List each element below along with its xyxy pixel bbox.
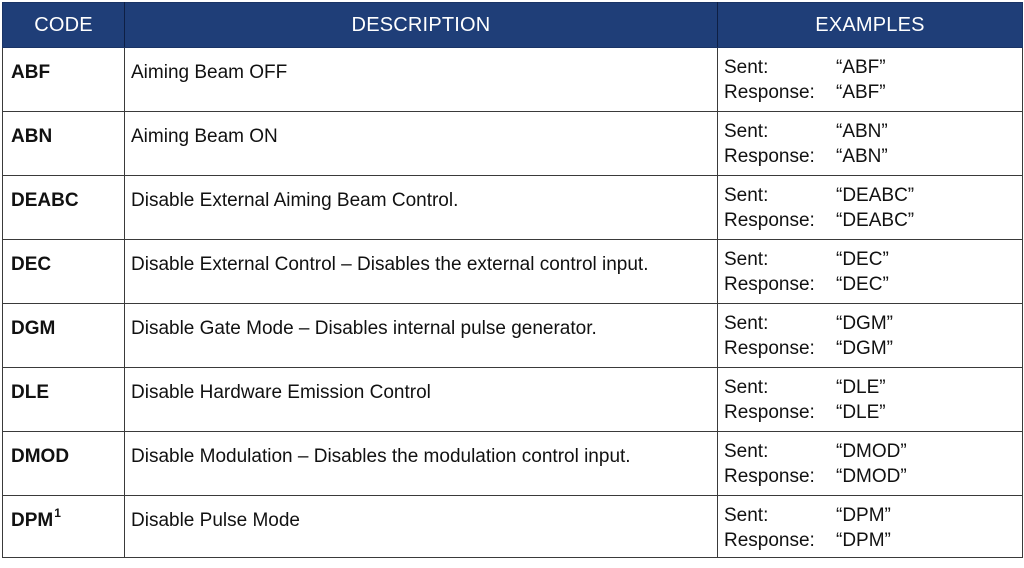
table-row [3, 240, 1023, 304]
description-cell [125, 176, 718, 240]
sent-value: “DPM” [836, 505, 891, 526]
command-code: ABF [11, 62, 51, 83]
response-value: “ABF” [836, 82, 886, 103]
table-header [3, 3, 1023, 48]
sent-label: Sent: [724, 249, 769, 270]
command-table [2, 2, 1023, 558]
response-value: “DGM” [836, 338, 893, 359]
response-line [724, 272, 1022, 297]
response-label: Response: [724, 82, 815, 103]
sent-label: Sent: [724, 121, 769, 142]
description-cell [125, 304, 718, 368]
response-value: “DEABC” [836, 210, 915, 231]
description-cell [125, 368, 718, 432]
examples-cell [718, 176, 1023, 240]
sent-value: “DEABC” [836, 185, 915, 206]
column-header-code: CODE [3, 3, 125, 48]
code-cell [3, 48, 125, 112]
command-description: Disable Gate Mode – Disables internal pulse generator. [131, 318, 597, 339]
table-row [3, 496, 1023, 558]
sent-label: Sent: [724, 377, 769, 398]
command-code: DPM [11, 510, 54, 531]
sent-line [724, 375, 1022, 400]
column-header-description: DESCRIPTION [125, 3, 718, 48]
command-code: ABN [11, 126, 53, 147]
response-label: Response: [724, 466, 815, 487]
response-label: Response: [724, 210, 815, 231]
table-row [3, 432, 1023, 496]
column-header-examples: EXAMPLES [718, 3, 1023, 48]
sent-value: “DMOD” [836, 441, 907, 462]
sent-label: Sent: [724, 313, 769, 334]
response-value: “DPM” [836, 530, 891, 551]
table-row [3, 48, 1023, 112]
examples-cell [718, 48, 1023, 112]
response-value: “DMOD” [836, 466, 907, 487]
sent-line [724, 183, 1022, 208]
header-row [3, 3, 1023, 48]
sent-label: Sent: [724, 441, 769, 462]
command-description: Aiming Beam OFF [131, 62, 288, 83]
response-label: Response: [724, 530, 815, 551]
sent-label: Sent: [724, 185, 769, 206]
examples-cell [718, 112, 1023, 176]
response-line [724, 208, 1022, 233]
description-cell [125, 48, 718, 112]
response-label: Response: [724, 146, 815, 167]
code-cell [3, 112, 125, 176]
table-body [3, 48, 1023, 558]
examples-cell [718, 304, 1023, 368]
code-cell [3, 176, 125, 240]
table-row [3, 112, 1023, 176]
command-description: Disable External Control – Disables the external control input. [131, 254, 649, 275]
examples-cell [718, 496, 1023, 558]
command-description: Disable Modulation – Disables the modulation control input. [131, 446, 631, 467]
description-cell [125, 240, 718, 304]
sent-label: Sent: [724, 505, 769, 526]
command-code: DEABC [11, 190, 79, 211]
description-cell [125, 112, 718, 176]
response-value: “DEC” [836, 274, 889, 295]
command-description: Disable Hardware Emission Control [131, 382, 431, 403]
examples-cell [718, 368, 1023, 432]
response-line [724, 336, 1022, 361]
command-code: DMOD [11, 446, 70, 467]
command-code: DEC [11, 254, 52, 275]
code-cell [3, 432, 125, 496]
command-description: Disable External Aiming Beam Control. [131, 190, 459, 211]
response-line [724, 400, 1022, 425]
response-line [724, 528, 1022, 553]
response-line [724, 80, 1022, 105]
sent-value: “DLE” [836, 377, 886, 398]
sent-label: Sent: [724, 57, 769, 78]
code-cell [3, 368, 125, 432]
sent-line [724, 503, 1022, 528]
code-cell [3, 304, 125, 368]
command-description: Aiming Beam ON [131, 126, 278, 147]
examples-cell [718, 240, 1023, 304]
response-line [724, 144, 1022, 169]
command-code: DLE [11, 382, 49, 403]
table-row [3, 176, 1023, 240]
sent-line [724, 247, 1022, 272]
sent-line [724, 55, 1022, 80]
table-row [3, 368, 1023, 432]
sent-value: “DGM” [836, 313, 893, 334]
code-cell [3, 240, 125, 304]
response-label: Response: [724, 338, 815, 359]
footnote-marker: 1 [54, 505, 61, 520]
code-cell [3, 496, 125, 558]
response-value: “ABN” [836, 146, 888, 167]
response-line [724, 464, 1022, 489]
sent-line [724, 311, 1022, 336]
sent-line [724, 119, 1022, 144]
sent-value: “ABN” [836, 121, 888, 142]
sent-line [724, 439, 1022, 464]
sent-value: “DEC” [836, 249, 889, 270]
response-label: Response: [724, 274, 815, 295]
description-cell [125, 432, 718, 496]
table-row [3, 304, 1023, 368]
sent-value: “ABF” [836, 57, 886, 78]
examples-cell [718, 432, 1023, 496]
description-cell [125, 496, 718, 558]
response-label: Response: [724, 402, 815, 423]
response-value: “DLE” [836, 402, 886, 423]
command-description: Disable Pulse Mode [131, 510, 300, 531]
command-code: DGM [11, 318, 56, 339]
